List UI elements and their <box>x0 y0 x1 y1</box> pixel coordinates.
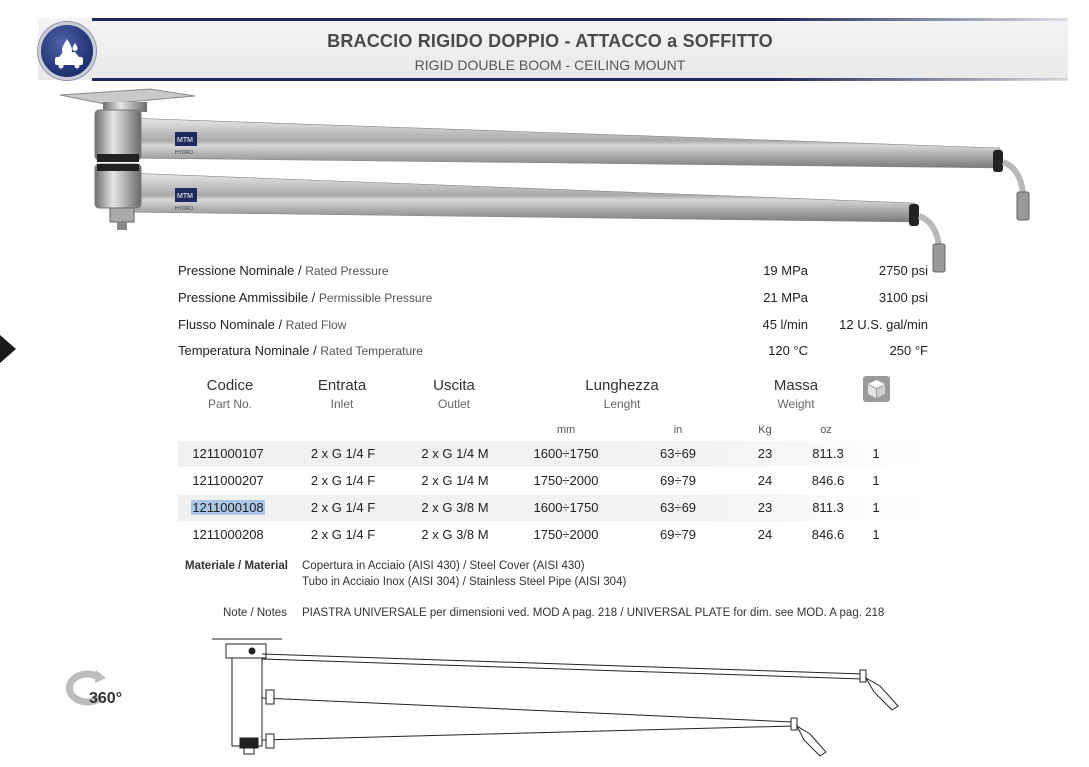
notes-label: Note / Notes <box>223 607 287 619</box>
header-it: Massa <box>773 377 819 394</box>
table-row <box>178 522 928 548</box>
cell-inlet: 2 x G 1/4 F <box>310 500 376 515</box>
header-top-rule <box>92 18 1068 21</box>
material-label: Materiale / Material <box>185 560 288 572</box>
spec-label-en: Rated Temperature <box>320 344 423 358</box>
spec-label-en: Rated Pressure <box>305 264 389 278</box>
spec-label: Pressione Nominale <box>178 263 295 278</box>
unit-in: in <box>673 424 683 436</box>
product-photo <box>55 88 1055 288</box>
spec-imperial: 2750 psi <box>878 263 928 278</box>
header-en: Lenght <box>603 397 641 411</box>
header-it: Entrata <box>317 377 367 394</box>
header-en: Part No. <box>207 397 252 411</box>
header-it: Uscita <box>433 377 475 394</box>
cell-kg: 23 <box>757 500 773 515</box>
spec-metric: 19 MPa <box>763 263 808 278</box>
rotation-label: 360° <box>89 690 123 707</box>
cell-inlet: 2 x G 1/4 F <box>310 527 376 542</box>
spec-label-en: Permissible Pressure <box>318 291 433 305</box>
header-it: Codice <box>206 377 254 394</box>
photo-brand-sub: HYDRO <box>175 150 194 156</box>
spec-label: Pressione Ammissibile <box>178 290 309 305</box>
unit-mm: mm <box>556 424 576 436</box>
cell-outlet: 2 x G 1/4 M <box>421 446 489 461</box>
col-header-inlet <box>300 377 384 411</box>
cell-kg: 24 <box>757 527 773 542</box>
col-header-code <box>190 377 270 411</box>
spec-label: Temperatura Nominale <box>178 343 310 358</box>
spec-imperial: 12 U.S. gal/min <box>839 317 928 332</box>
spec-label: Flusso Nominale <box>178 317 275 332</box>
col-header-length <box>560 377 684 411</box>
car-wash-category-icon <box>38 22 96 80</box>
photo-brand-sub: HYDRO <box>175 206 194 212</box>
unit-oz: oz <box>820 424 832 436</box>
table-row <box>178 441 928 467</box>
header-bottom-rule <box>92 78 1068 81</box>
cell-in: 63÷69 <box>659 500 697 515</box>
page-title: BRACCIO RIGIDO DOPPIO - ATTACCO a SOFFITTO <box>327 31 773 51</box>
cell-mm: 1750÷2000 <box>533 527 599 542</box>
spec-metric: 45 l/min <box>762 317 808 332</box>
header-en: Weight <box>777 397 815 411</box>
package-icon <box>863 376 890 402</box>
table-row <box>178 468 928 494</box>
spec-imperial: 3100 psi <box>878 290 928 305</box>
table-row <box>178 495 928 521</box>
spec-label-en: Rated Flow <box>285 318 347 332</box>
page-edge-marker <box>0 335 16 363</box>
cell-code: 1211000107 <box>192 446 264 461</box>
spec-row-rated-temperature: Temperatura Nominale / Rated Temperature 120 °C 250 °F <box>178 343 928 358</box>
cell-code: 1211000207 <box>192 473 264 488</box>
cell-code: 1211000208 <box>192 527 264 542</box>
spec-metric: 120 °C <box>768 343 808 358</box>
cell-mm: 1600÷1750 <box>533 446 599 461</box>
cell-in: 63÷69 <box>659 446 697 461</box>
spec-row-rated-pressure: Pressione Nominale / Rated Pressure 19 MPa 2750 psi <box>178 263 928 278</box>
cell-mm: 1600÷1750 <box>533 500 599 515</box>
spec-row-rated-flow: Flusso Nominale / Rated Flow 45 l/min 12 U.S. gal/min <box>178 317 928 332</box>
technical-drawing <box>208 634 908 764</box>
header-it: Lunghezza <box>585 377 659 394</box>
cell-qty: 1 <box>872 473 880 488</box>
cell-oz: 811.3 <box>812 500 844 515</box>
col-header-outlet <box>412 377 496 411</box>
cell-in: 69÷79 <box>659 473 697 488</box>
cell-kg: 23 <box>757 446 773 461</box>
cell-inlet: 2 x G 1/4 F <box>310 473 376 488</box>
cell-inlet: 2 x G 1/4 F <box>310 446 376 461</box>
cell-in: 69÷79 <box>659 527 697 542</box>
material-line-1: Copertura in Acciaio (AISI 430) / Steel Cover (AISI 430) <box>302 560 585 572</box>
cell-mm: 1750÷2000 <box>533 473 599 488</box>
selected-code[interactable]: 1211000108 <box>192 500 264 515</box>
cell-qty: 1 <box>872 446 880 461</box>
material-line-2: Tubo in Acciaio Inox (AISI 304) / Stainless Steel Pipe (AISI 304) <box>302 576 627 588</box>
cell-outlet: 2 x G 3/8 M <box>421 527 489 542</box>
photo-brand-label: MTM <box>177 193 193 200</box>
cell-outlet: 2 x G 1/4 M <box>421 473 489 488</box>
cell-qty: 1 <box>872 500 880 515</box>
spec-row-permissible-pressure: Pressione Ammissibile / Permissible Pressure 21 MPa 3100 psi <box>178 290 928 305</box>
header-en: Outlet <box>437 397 470 411</box>
cell-oz: 846.6 <box>811 473 845 488</box>
notes-text: PIASTRA UNIVERSALE per dimensioni ved. MOD A pag. 218 / UNIVERSAL PLATE for dim. see MOD. A pag. 218 <box>302 607 885 619</box>
photo-brand-label: MTM <box>177 137 193 144</box>
cell-outlet: 2 x G 3/8 M <box>421 500 489 515</box>
cell-oz: 846.6 <box>811 527 845 542</box>
rotation-360-badge <box>60 664 130 714</box>
cell-kg: 24 <box>757 473 773 488</box>
cell-qty: 1 <box>872 527 880 542</box>
col-header-mass <box>756 377 836 411</box>
spec-metric: 21 MPa <box>763 290 808 305</box>
unit-kg: Kg <box>758 424 772 436</box>
cell-oz: 811.3 <box>812 446 844 461</box>
cell-code[interactable] <box>178 500 278 515</box>
spec-imperial: 250 °F <box>889 343 928 358</box>
page-subtitle: RIGID DOUBLE BOOM - CEILING MOUNT <box>414 57 686 73</box>
header-en: Inlet <box>330 397 354 411</box>
